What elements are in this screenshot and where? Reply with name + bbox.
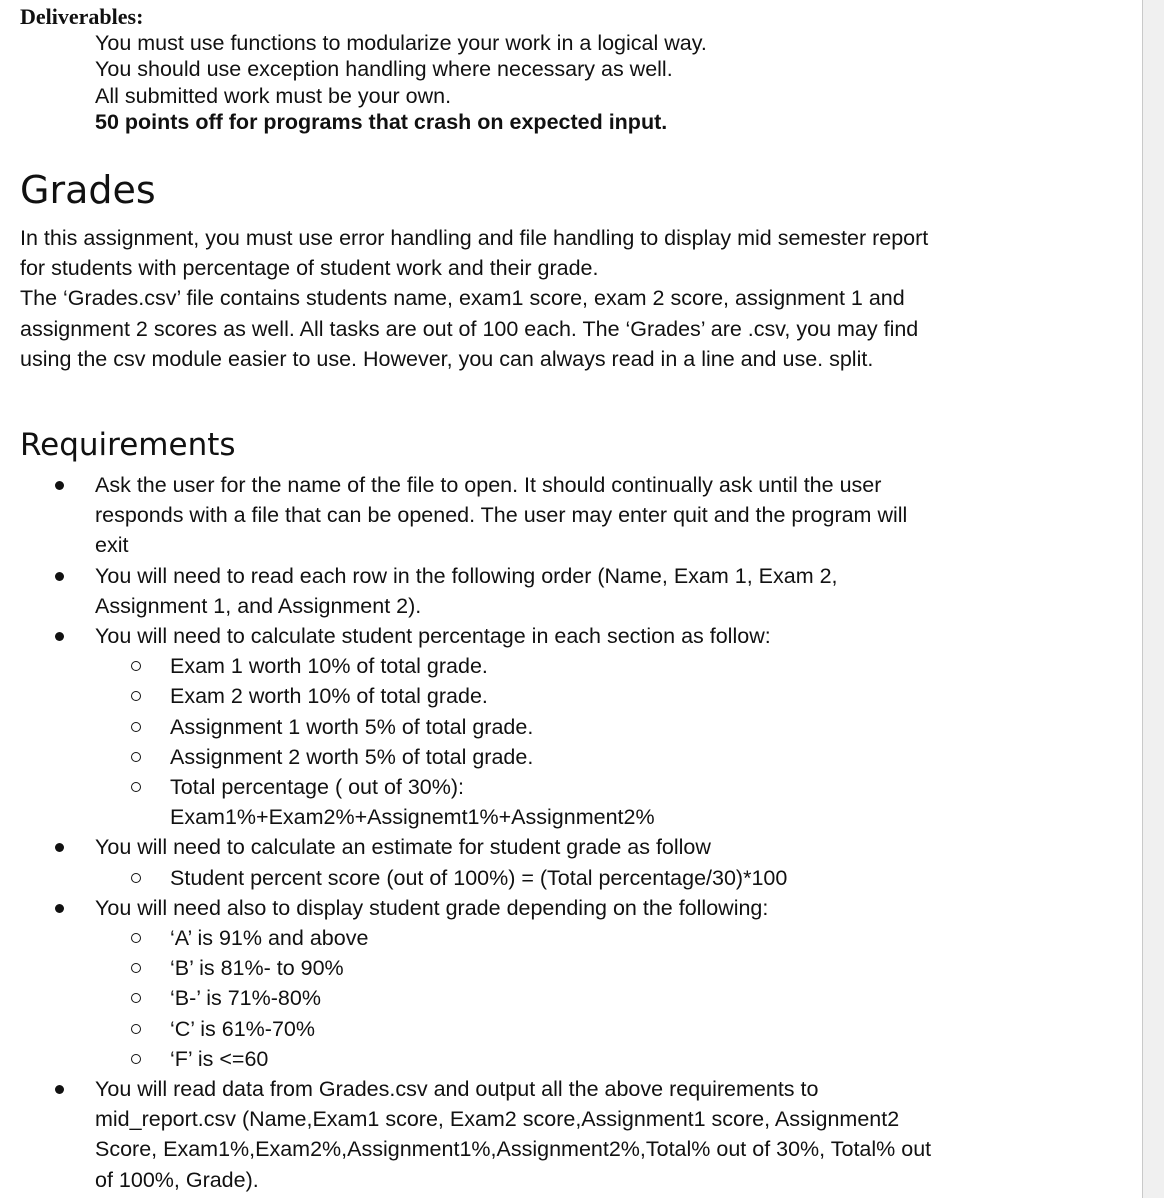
hollow-bullet-icon — [131, 963, 141, 973]
deliverable-item-penalty: 50 points off for programs that crash on expected input. — [95, 109, 668, 134]
bullet-icon — [55, 904, 64, 913]
requirement-line: You will need to read each row in the following order (Name, Exam 1, Exam 2, — [95, 563, 838, 588]
hollow-bullet-icon — [131, 1054, 141, 1064]
sub-item-line: ‘A’ is 91% and above — [170, 926, 369, 951]
sub-item — [95, 742, 1060, 772]
deliverables-heading: Deliverables: — [20, 4, 144, 29]
grades-heading: Grades — [20, 168, 156, 212]
requirements-list — [0, 470, 1060, 1195]
requirement-line: Ask the user for the name of the file to open. It should continually ask until the user — [95, 473, 882, 497]
paragraph-line: assignment 2 scores as well. All tasks are out of 100 each. The ‘Grades’ are .csv, you may find — [20, 316, 919, 341]
requirement-line: of 100%, Grade). — [95, 1167, 259, 1192]
requirement-item — [0, 1074, 1060, 1195]
hollow-bullet-icon — [131, 933, 141, 943]
requirement-line: You will need to calculate student percentage in each section as follow: — [95, 624, 771, 649]
sub-item-line: Exam 1 worth 10% of total grade. — [170, 654, 488, 679]
deliverable-item: All submitted work must be your own. — [95, 83, 452, 108]
hollow-bullet-icon — [131, 1024, 141, 1034]
requirement-line: responds with a file that can be opened. The user may enter quit and the program will — [95, 503, 908, 528]
paragraph-line: using the csv module easier to use. However, you can always read in a line and use. split. — [20, 346, 874, 371]
sub-item-line: Exam1%+Exam2%+Assignemt1%+Assignment2% — [170, 805, 655, 830]
sub-item — [95, 712, 1060, 742]
requirement-line: You will read data from Grades.csv and output all the above requirements to — [95, 1077, 819, 1102]
hollow-bullet-icon — [131, 782, 141, 792]
requirement-line: You will need to calculate an estimate for student grade as follow — [95, 835, 711, 860]
sub-item — [95, 983, 1060, 1013]
sub-item-line: Student percent score (out of 100%) = (Total percentage/30)*100 — [170, 865, 788, 890]
requirements-heading: Requirements — [20, 427, 236, 463]
requirement-item — [0, 561, 1060, 621]
paragraph-line: for students with percentage of student work and their grade. — [20, 256, 599, 281]
requirement-item — [0, 893, 1060, 1074]
sub-list — [95, 651, 1060, 832]
hollow-bullet-icon — [131, 661, 141, 671]
hollow-bullet-icon — [131, 873, 141, 883]
sub-item-line: Exam 2 worth 10% of total grade. — [170, 684, 488, 709]
hollow-bullet-icon — [131, 993, 141, 1003]
paragraph-line: In this assignment, you must use error handling and file handling to display mid semester report — [20, 226, 929, 250]
sub-item-line: ‘C’ is 61%-70% — [170, 1016, 315, 1041]
paragraph-line: The ‘Grades.csv’ file contains students name, exam1 score, exam 2 score, assignment 1 and — [20, 286, 905, 311]
sub-item — [95, 1044, 1060, 1074]
requirement-item — [0, 470, 1060, 561]
hollow-bullet-icon — [131, 691, 141, 701]
grades-paragraph — [20, 223, 1020, 374]
requirement-item — [0, 832, 1060, 892]
bullet-icon — [55, 572, 64, 581]
sub-item — [95, 1014, 1060, 1044]
bullet-icon — [55, 843, 64, 852]
sub-item-line: ‘F’ is <=60 — [170, 1046, 269, 1071]
deliverable-item: You must use functions to modularize your work in a logical way. — [95, 31, 707, 55]
deliverable-item: You should use exception handling where necessary as well. — [95, 57, 673, 82]
sub-item-line: Assignment 2 worth 5% of total grade. — [170, 744, 534, 769]
vertical-scrollbar[interactable] — [1142, 0, 1164, 1198]
sub-list — [95, 863, 1060, 893]
sub-item — [95, 681, 1060, 711]
requirement-item — [0, 621, 1060, 832]
requirement-line: mid_report.csv (Name,Exam1 score, Exam2 score,Assignment1 score, Assignment2 — [95, 1107, 900, 1132]
sub-item-line: Assignment 1 worth 5% of total grade. — [170, 714, 534, 739]
hollow-bullet-icon — [131, 722, 141, 732]
sub-item-line: Total percentage ( out of 30%): — [170, 775, 465, 800]
requirement-line: Score, Exam1%,Exam2%,Assignment1%,Assignment2%,Total% out of 30%, Total% out — [95, 1137, 932, 1162]
requirement-line: You will need also to display student grade depending on the following: — [95, 895, 769, 920]
sub-item — [95, 863, 1060, 893]
sub-item-line: ‘B’ is 81%- to 90% — [170, 956, 344, 981]
sub-list — [95, 923, 1060, 1074]
sub-item — [95, 953, 1060, 983]
hollow-bullet-icon — [131, 752, 141, 762]
requirement-line: Assignment 1, and Assignment 2). — [95, 593, 422, 618]
sub-item-line: ‘B-’ is 71%-80% — [170, 986, 321, 1011]
sub-item — [95, 772, 1060, 832]
bullet-icon — [55, 1085, 64, 1094]
bullet-icon — [55, 481, 64, 490]
bullet-icon — [55, 632, 64, 641]
sub-item — [95, 651, 1060, 681]
requirement-line: exit — [95, 533, 129, 558]
deliverables-list — [95, 30, 707, 135]
sub-item — [95, 923, 1060, 953]
